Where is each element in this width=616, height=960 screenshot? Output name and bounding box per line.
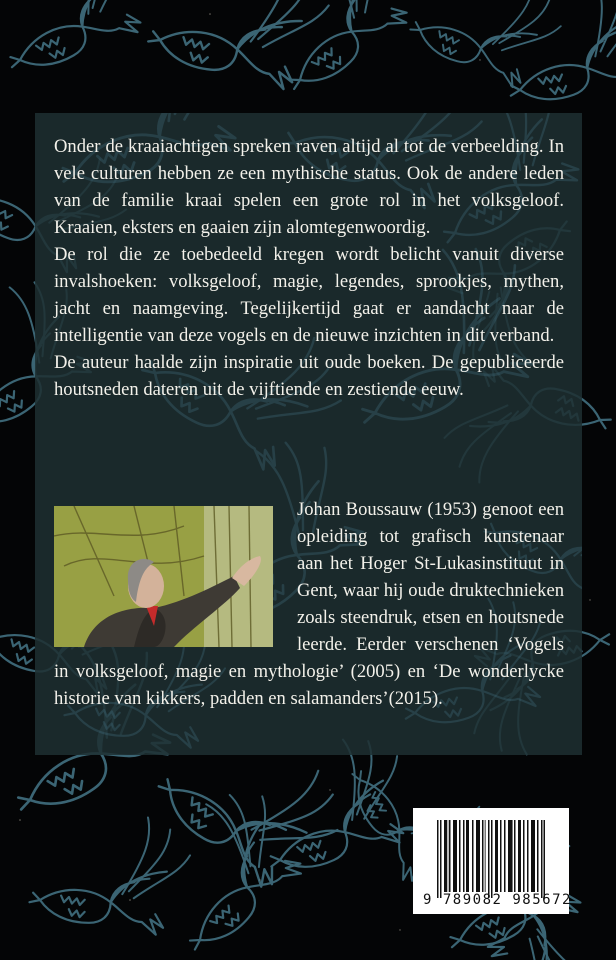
blurb-paragraph-3: De auteur haalde zijn inspiratie uit oude boeken. De gepubliceerde houtsneden dateren uit de vijftiende en zestiende eeuw. [54,352,564,400]
blurb-text [54,133,564,403]
author-photo [54,506,273,647]
barcode-bars [437,820,545,898]
blurb-panel [35,113,582,755]
isbn-digits: 9 789082 985672 [423,892,572,908]
isbn-barcode [413,808,572,914]
author-bio: Johan Boussauw (1953) genoot een opleiding tot grafisch kunstenaar aan het Hoger St-Lukasinstituut in Gent, waar hij oude druktechnieken zoals steendruk, etsen en houtsnede leerde. Eerder verschenen ‘Vogels in volksgeloof, magie en mythologie’ (2005) en ‘De wonderlycke historie van kikkers, padden en salamanders’(2015). [54,499,564,709]
blurb-paragraph-2: De rol die ze toebedeeld kregen wordt belicht vanuit diverse invalshoeken: volksgeloof, magie, legendes, sprookjes, mythen, jacht en naamgeving. Tegelijkertijd gaat er aandacht naar de intelligentie van deze vogels en de nieuwe inzichten in dit verband. [54,244,564,346]
author-section [54,496,564,712]
blurb-paragraph-1: Onder de kraaiachtigen spreken raven altijd al tot de verbeelding. In vele culturen hebben ze een mythische status. Ook de andere leden van de familie kraai spelen een grote rol in het volksgeloof. Kraaien, eksters en gaaien zijn alomtegenwoordig. [54,136,564,238]
